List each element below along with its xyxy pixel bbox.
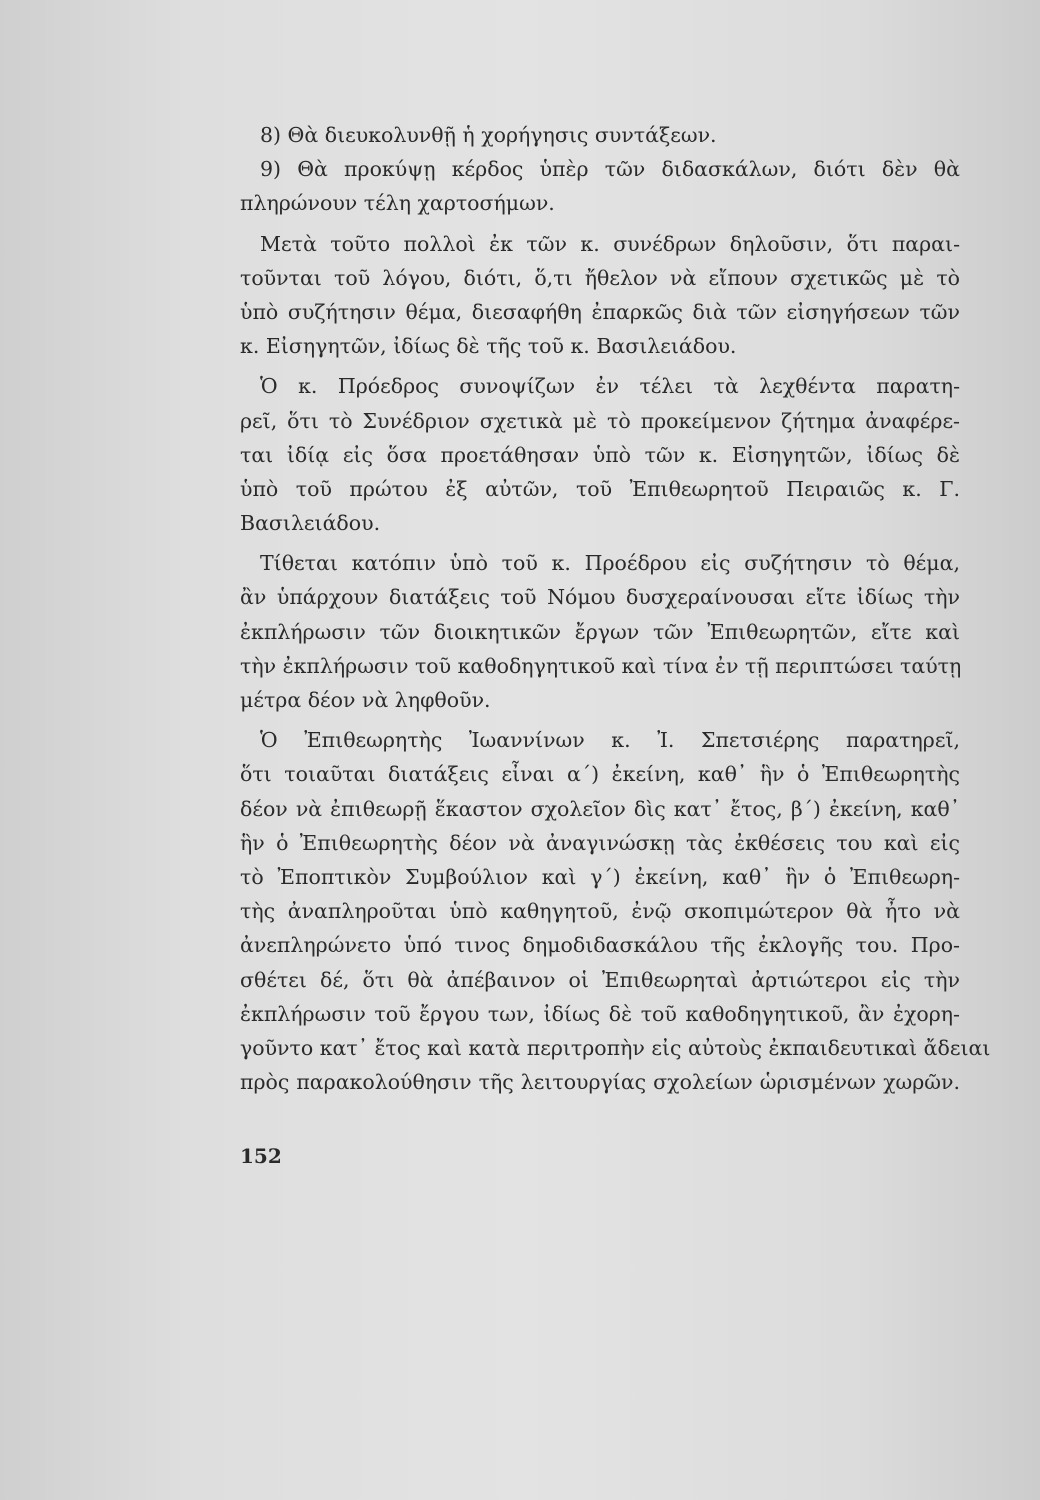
- text-line: Βασιλειάδου.: [240, 511, 381, 536]
- text-line: τὸ Ἐποπτικὸν Συμβούλιον καὶ γ΄) ἐκείνη, καθ᾽ ἣν ὁ Ἐπιθεωρη-: [240, 864, 960, 889]
- text-line: Ὁ κ. Πρόεδρος συνοψίζων ἐν τέλει τὰ λεχθέντα παρατη-: [260, 374, 960, 399]
- text-line: δέον νὰ ἐπιθεωρῇ ἕκαστον σχολεῖον δὶς κατ᾽ ἔτος, β΄) ἐκείνη, καθ᾽: [240, 796, 960, 821]
- text-line: ἀνεπληρώνετο ὑπό τινος δημοδιδασκάλου τῆς ἐκλογῆς του. Προ-: [240, 933, 960, 958]
- text-line: πληρώνουν τέλη χαρτοσήμων.: [240, 191, 555, 216]
- page-number: 152: [240, 1144, 282, 1168]
- text-line: Τίθεται κατόπιν ὑπὸ τοῦ κ. Προέδρου εἰς συζήτησιν τὸ θέμα,: [260, 551, 960, 576]
- text-line: τοῦνται τοῦ λόγου, διότι, ὅ,τι ἤθελον νὰ εἴπουν σχετικῶς μὲ τὸ: [240, 265, 960, 290]
- text-line: ὑπὸ τοῦ πρώτου ἐξ αὐτῶν, τοῦ Ἐπιθεωρητοῦ Πειραιῶς κ. Γ.: [240, 476, 960, 501]
- text-line: σθέτει δέ, ὅτι θὰ ἀπέβαινον οἱ Ἐπιθεωρηταὶ ἀρτιώτεροι εἰς τὴν: [240, 967, 960, 992]
- text-line: ρεῖ, ὅτι τὸ Συνέδριον σχετικὰ μὲ τὸ προκείμενον ζήτημα ἀναφέρε-: [240, 408, 960, 433]
- text-line: μέτρα δέον νὰ ληφθοῦν.: [240, 688, 491, 712]
- body-text: [240, 118, 991, 1099]
- text-line: ὑπὸ συζήτησιν θέμα, διεσαφήθη ἐπαρκῶς διὰ τῶν εἰσηγήσεων τῶν: [240, 299, 960, 324]
- text-line: ἐκπλήρωσιν τοῦ ἔργου των, ἰδίως δὲ τοῦ καθοδηγητικοῦ, ἂν ἐχορη-: [240, 1001, 960, 1026]
- text-line: πρὸς παρακολούθησιν τῆς λειτουργίας σχολείων ὡρισμένων χωρῶν.: [240, 1070, 960, 1095]
- text-line: Ὁ Ἐπιθεωρητὴς Ἰωαννίνων κ. Ἰ. Σπετσιέρης παρατηρεῖ,: [260, 728, 960, 753]
- text-line: τὴς ἀναπληροῦται ὑπὸ καθηγητοῦ, ἐνῷ σκοπιμώτερον θὰ ἦτο νὰ: [240, 899, 960, 924]
- text-line: Μετὰ τοῦτο πολλοὶ ἐκ τῶν κ. συνέδρων δηλοῦσιν, ὅτι παραι-: [260, 231, 960, 256]
- text-line: ἣν ὁ Ἐπιθεωρητὴς δέον νὰ ἀναγινώσκῃ τὰς ἐκθέσεις του καὶ εἰς: [240, 830, 960, 855]
- text-line: κ. Εἰσηγητῶν, ἰδίως δὲ τῆς τοῦ κ. Βασιλειάδου.: [240, 334, 737, 359]
- text-line: 9) Θὰ προκύψῃ κέρδος ὑπὲρ τῶν διδασκάλων, διότι δὲν θὰ: [260, 157, 960, 182]
- text-line: ὅτι τοιαῦται διατάξεις εἶναι α΄) ἐκείνη, καθ᾽ ἣν ὁ Ἐπιθεωρητὴς: [240, 762, 960, 787]
- text-line: 8) Θὰ διευκολυνθῇ ἡ χορήγησις συντάξεων.: [260, 123, 717, 147]
- text-line: γοῦντο κατ᾽ ἔτος καὶ κατὰ περιτροπὴν εἰς αὐτοὺς ἐκπαιδευτικαὶ ἄδειαι: [240, 1035, 991, 1060]
- text-line: ἐκπλήρωσιν τῶν διοικητικῶν ἔργων τῶν Ἐπιθεωρητῶν, εἴτε καὶ: [240, 619, 960, 644]
- text-line: ἂν ὑπάρχουν διατάξεις τοῦ Νόμου δυσχεραίνουσαι εἴτε ἰδίως τὴν: [240, 585, 960, 610]
- text-line: ται ἰδίᾳ εἰς ὅσα προετάθησαν ὑπὸ τῶν κ. Εἰσηγητῶν, ἰδίως δὲ: [240, 442, 960, 467]
- text-line: τὴν ἐκπλήρωσιν τοῦ καθοδηγητικοῦ καὶ τίνα ἐν τῇ περιπτώσει ταύτῃ: [240, 653, 962, 678]
